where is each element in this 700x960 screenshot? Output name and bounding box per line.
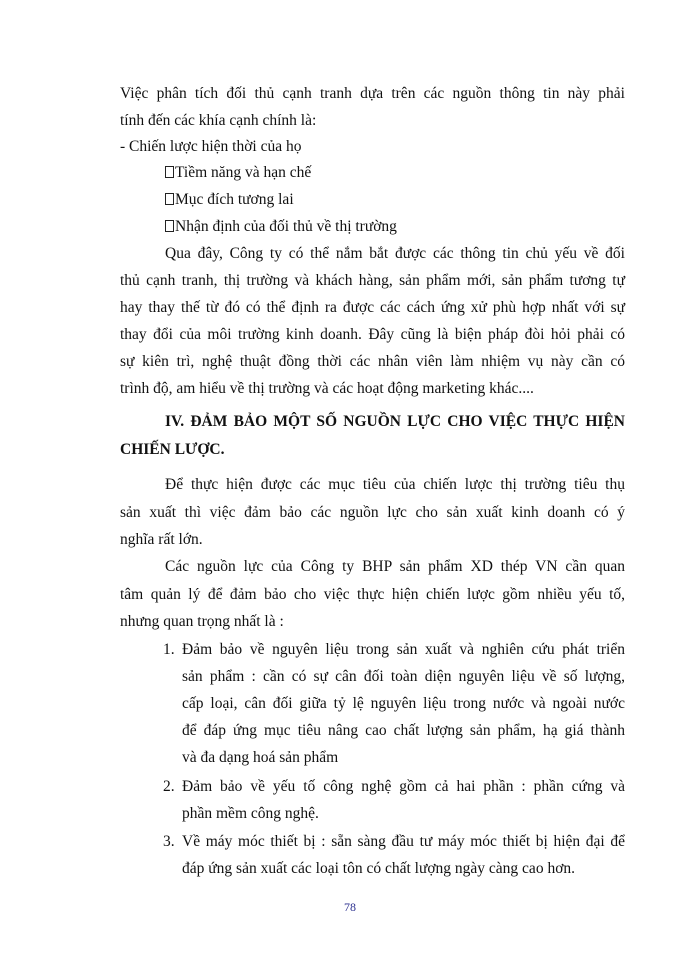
- sub-item-text: Tiềm năng và hạn chế: [175, 164, 312, 181]
- sub-item: [165, 163, 311, 183]
- paragraph-line: sự kiên trì, nghệ thuật đồng thời các nhân viên làm nhiệm vụ này cần có: [120, 353, 625, 370]
- paragraph-line: Việc phân tích đối thủ cạnh tranh dựa trên các nguồn thông tin này phải: [120, 85, 625, 102]
- list-item-line: sản phẩm : cần có sự cân đối toàn diện nguyên liệu về số lượng,: [182, 668, 625, 685]
- sub-item-text: Mục đích tương lai: [175, 191, 294, 208]
- missing-glyph-icon: [165, 166, 174, 178]
- missing-glyph-icon: [165, 220, 174, 232]
- list-item-line: Đảm bảo về yếu tố công nghệ gồm cả hai phần : phần cứng và: [182, 778, 625, 795]
- list-item-line: Về máy móc thiết bị : sẵn sàng đầu tư máy móc thiết bị hiện đại để: [182, 833, 625, 850]
- sub-item: [165, 190, 294, 210]
- paragraph-line: hay thay thế từ đó có thể định ra được các cách ứng xử phù hợp nhất với sự: [120, 299, 625, 316]
- list-number: 1.: [163, 641, 175, 658]
- list-item-line: đáp ứng sản xuất các loại tôn có chất lượng ngày càng cao hơn.: [182, 860, 576, 877]
- section-heading: CHIẾN LƯỢC.: [120, 441, 225, 458]
- page-number: 78: [344, 900, 356, 914]
- list-number: 3.: [163, 833, 175, 850]
- sub-item: [165, 217, 397, 237]
- paragraph-line: Qua đây, Công ty có thể nắm bắt được các thông tin chủ yếu về đối: [165, 245, 625, 262]
- sub-item-text: Nhận định của đối thủ về thị trường: [175, 218, 397, 235]
- paragraph-line: nhưng quan trọng nhất là :: [120, 613, 284, 630]
- list-number: 2.: [163, 778, 175, 795]
- list-item-line: cấp loại, cân đối giữa tỷ lệ nguyên liệu trong nước và ngoài nước: [182, 695, 625, 712]
- paragraph-line: trình độ, am hiểu về thị trường và các hoạt động marketing khác....: [120, 380, 534, 397]
- paragraph-line: Các nguồn lực của Công ty BHP sản phẩm XD thép VN cần quan: [165, 558, 625, 575]
- list-item-line: Đảm bảo về nguyên liệu trong sản xuất và nghiên cứu phát triển: [182, 641, 625, 658]
- bullet-line: - Chiến lược hiện thời của họ: [120, 138, 302, 155]
- section-heading: IV. ĐẢM BẢO MỘT SỐ NGUỒN LỰC CHO VIỆC THỰC HIỆN: [165, 413, 625, 430]
- paragraph-line: tính đến các khía cạnh chính là:: [120, 112, 317, 129]
- paragraph-line: Để thực hiện được các mục tiêu của chiến lược thị trường tiêu thụ: [165, 476, 625, 493]
- paragraph-line: sản xuất thì việc đảm bảo các nguồn lực cho sản xuất kinh doanh có ý: [120, 504, 625, 521]
- paragraph-line: thủ cạnh tranh, thị trường và khách hàng, sản phẩm mới, sản phẩm tương tự: [120, 272, 625, 289]
- paragraph-line: nghĩa rất lớn.: [120, 531, 203, 548]
- paragraph-line: thay đổi của môi trường kinh doanh. Đây cũng là biện pháp đòi hỏi phải có: [120, 326, 625, 343]
- list-item-line: để đáp ứng mục tiêu nâng cao chất lượng sản phẩm, hạ giá thành: [182, 722, 625, 739]
- paragraph-line: tâm quản lý để đảm bảo cho việc thực hiện chiến lược gồm nhiều yếu tố,: [120, 586, 625, 603]
- missing-glyph-icon: [165, 193, 174, 205]
- list-item-line: phần mềm công nghệ.: [182, 805, 319, 822]
- list-item-line: và đa dạng hoá sản phẩm: [182, 749, 339, 766]
